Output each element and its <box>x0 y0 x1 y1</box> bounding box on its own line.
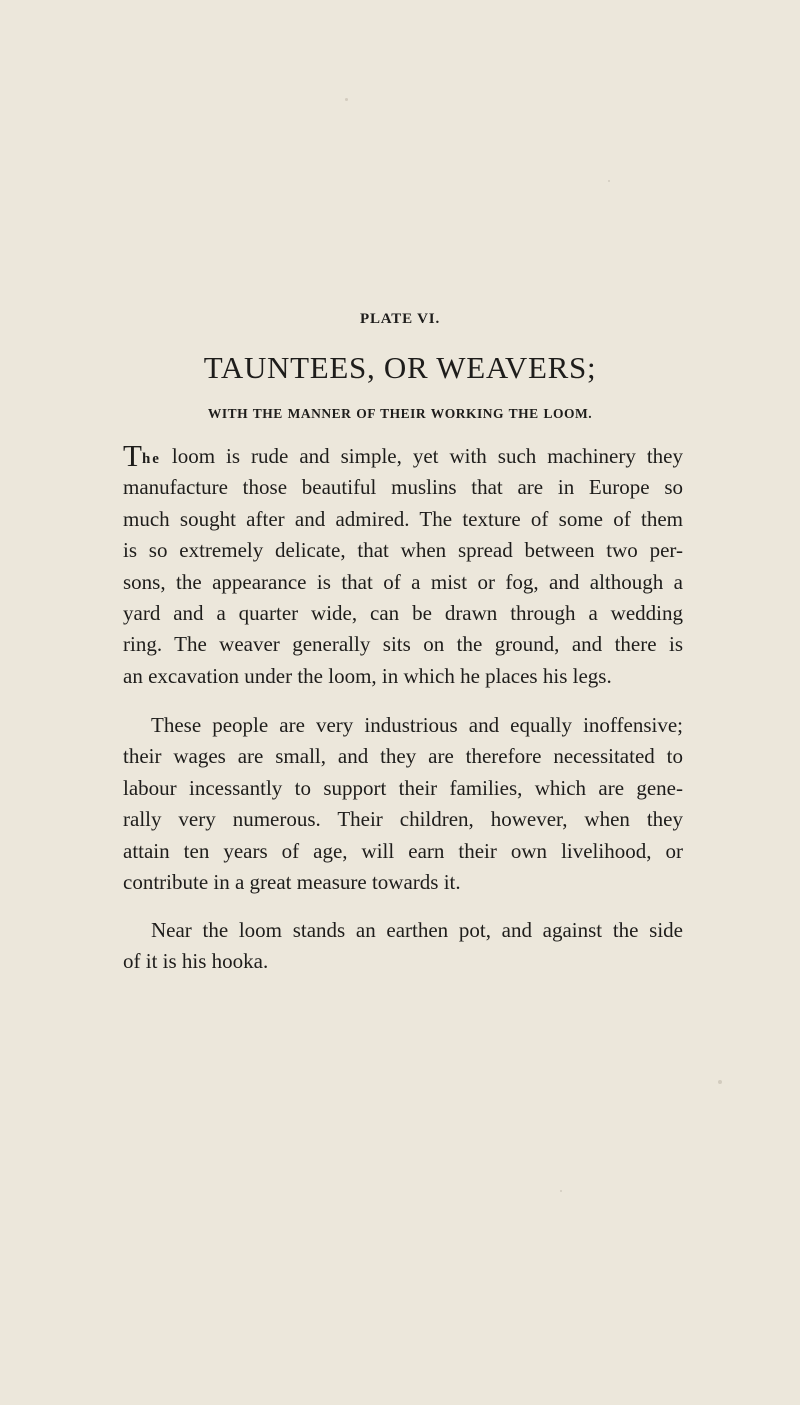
paragraph-3 <box>123 915 683 978</box>
paragraph-line: sons, the appearance is that of a mist or fog, and although a <box>123 569 683 594</box>
drop-cap: T <box>123 438 142 473</box>
paragraph-line: labour incessantly to support their families, which are gene- <box>123 775 683 800</box>
paragraph-1 <box>123 438 683 692</box>
small-caps-word: he <box>141 451 161 467</box>
page-title: TAUNTEES, OR WEAVERS; <box>203 350 597 385</box>
paragraph-line: much sought after and admired. The texture of some of them <box>123 506 683 531</box>
paragraph-line: of it is his hooka. <box>123 949 269 974</box>
paper-spot <box>608 180 610 182</box>
paper-spot <box>718 1080 722 1084</box>
plate-label: PLATE VI. <box>360 311 440 327</box>
paragraph-line: These people are very industrious and equally inoffensive; <box>151 713 683 737</box>
paragraph-line: contribute in a great measure towards it. <box>123 869 461 894</box>
paragraph-line: The loom is rude and simple, yet with such machinery they <box>123 438 683 473</box>
paragraph-2 <box>123 710 683 898</box>
paper-spot <box>345 98 348 101</box>
paragraph-line: attain ten years of age, will earn their own livelihood, or <box>123 838 683 863</box>
paragraph-line: an excavation under the loom, in which he places his legs. <box>123 663 612 688</box>
paragraph-line: is so extremely delicate, that when spread between two per- <box>123 538 683 563</box>
paragraph-line: ring. The weaver generally sits on the ground, and there is <box>123 632 683 657</box>
paragraph-line: manufacture those beautiful muslins that are in Europe so <box>123 475 683 500</box>
paragraph-line: their wages are small, and they are therefore necessitated to <box>123 744 683 769</box>
page-subtitle: WITH THE MANNER OF THEIR WORKING THE LOOM. <box>207 406 593 421</box>
paragraph-line: Near the loom stands an earthen pot, and against the side <box>151 918 683 942</box>
paragraph-line: yard and a quarter wide, can be drawn through a wedding <box>123 600 683 625</box>
paper-spot <box>560 1190 562 1192</box>
paragraph-line: rally very numerous. Their children, however, when they <box>123 807 683 832</box>
